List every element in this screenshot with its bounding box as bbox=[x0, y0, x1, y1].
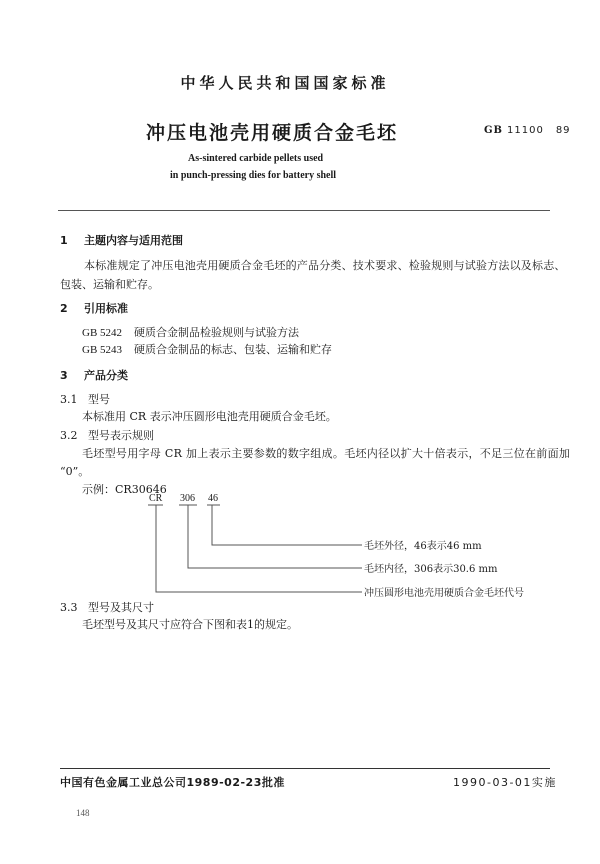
diagram-label-inner-diameter: 毛坯内径，306表示30.6 mm bbox=[364, 564, 498, 575]
reference-item bbox=[82, 341, 332, 357]
section-title: 型号及其尺寸 bbox=[88, 601, 154, 614]
section-title: 引用标准 bbox=[84, 302, 128, 315]
section-3-1-heading bbox=[60, 391, 110, 407]
english-title-line-2: in punch-pressing dies for battery shell bbox=[170, 170, 337, 181]
section-number: 3.1 bbox=[60, 393, 78, 406]
standard-prefix: GB bbox=[484, 125, 503, 136]
section-3-2-body-line-2: “0”。 bbox=[60, 465, 90, 478]
section-title: 主题内容与适用范围 bbox=[84, 234, 183, 247]
diagram-label-outer-diameter: 毛坯外径，46表示46 mm bbox=[364, 541, 482, 552]
implementation-date: 1990-03-01实施 bbox=[453, 776, 557, 789]
section-3-1-body: 本标准用 CR 表示冲压圆形电池壳用硬质合金毛坯。 bbox=[82, 410, 337, 423]
diagram-part-inner: 306 bbox=[180, 493, 195, 504]
section-number: 3.3 bbox=[60, 601, 78, 614]
diagram-part-cr: CR bbox=[149, 493, 163, 504]
section-1-body-line-2: 包装、运输和贮存。 bbox=[60, 278, 159, 291]
section-3-3-heading bbox=[60, 599, 154, 615]
footer-divider bbox=[60, 768, 550, 769]
diagram-label-code: 冲压圆形电池壳用硬质合金毛坯代号 bbox=[364, 588, 524, 599]
reference-title: 硬质合金制品检验规则与试验方法 bbox=[134, 326, 299, 339]
section-title: 型号 bbox=[88, 393, 110, 406]
page-number: 148 bbox=[76, 808, 90, 818]
section-3-2-body-line-1: 毛坯型号用字母 CR 加上表示主要参数的数字组成。毛坯内径以扩大十倍表示，不足三位在前面加 bbox=[82, 447, 571, 460]
reference-code: GB 5243 bbox=[82, 344, 123, 356]
section-number: 3.2 bbox=[60, 429, 78, 442]
section-3-3-body: 毛坯型号及其尺寸应符合下图和表1的规定。 bbox=[82, 618, 298, 631]
document-title: 冲压电池壳用硬质合金毛坯 bbox=[146, 122, 399, 144]
approval-statement: 中国有色金属工业总公司1989-02-23批准 bbox=[60, 776, 285, 789]
section-number: 1 bbox=[60, 234, 68, 247]
section-3-heading bbox=[60, 367, 128, 383]
english-title-line-1: As-sintered carbide pellets used bbox=[188, 153, 324, 164]
section-number: 2 bbox=[60, 302, 68, 315]
section-1-body-line-1: 本标准规定了冲压电池壳用硬质合金毛坯的产品分类、技术要求、检验规则与试验方法以及标志、 bbox=[84, 259, 566, 272]
section-3-2-heading bbox=[60, 427, 154, 443]
standard-year: 89 bbox=[555, 125, 571, 136]
section-2-heading bbox=[60, 300, 128, 316]
example-label: 示例：CR30646 bbox=[82, 483, 167, 496]
national-standard-heading: 中华人民共和国国家标准 bbox=[180, 74, 390, 92]
header-divider bbox=[58, 210, 550, 211]
section-title: 型号表示规则 bbox=[88, 429, 154, 442]
standard-code: 11100 bbox=[507, 125, 544, 136]
standard-number bbox=[484, 125, 571, 136]
reference-item bbox=[82, 324, 299, 340]
reference-title: 硬质合金制品的标志、包装、运输和贮存 bbox=[134, 343, 332, 356]
reference-code: GB 5242 bbox=[82, 327, 123, 339]
section-title: 产品分类 bbox=[84, 369, 128, 382]
section-number: 3 bbox=[60, 369, 68, 382]
diagram-part-outer: 46 bbox=[208, 493, 218, 504]
section-1-heading bbox=[60, 232, 183, 248]
